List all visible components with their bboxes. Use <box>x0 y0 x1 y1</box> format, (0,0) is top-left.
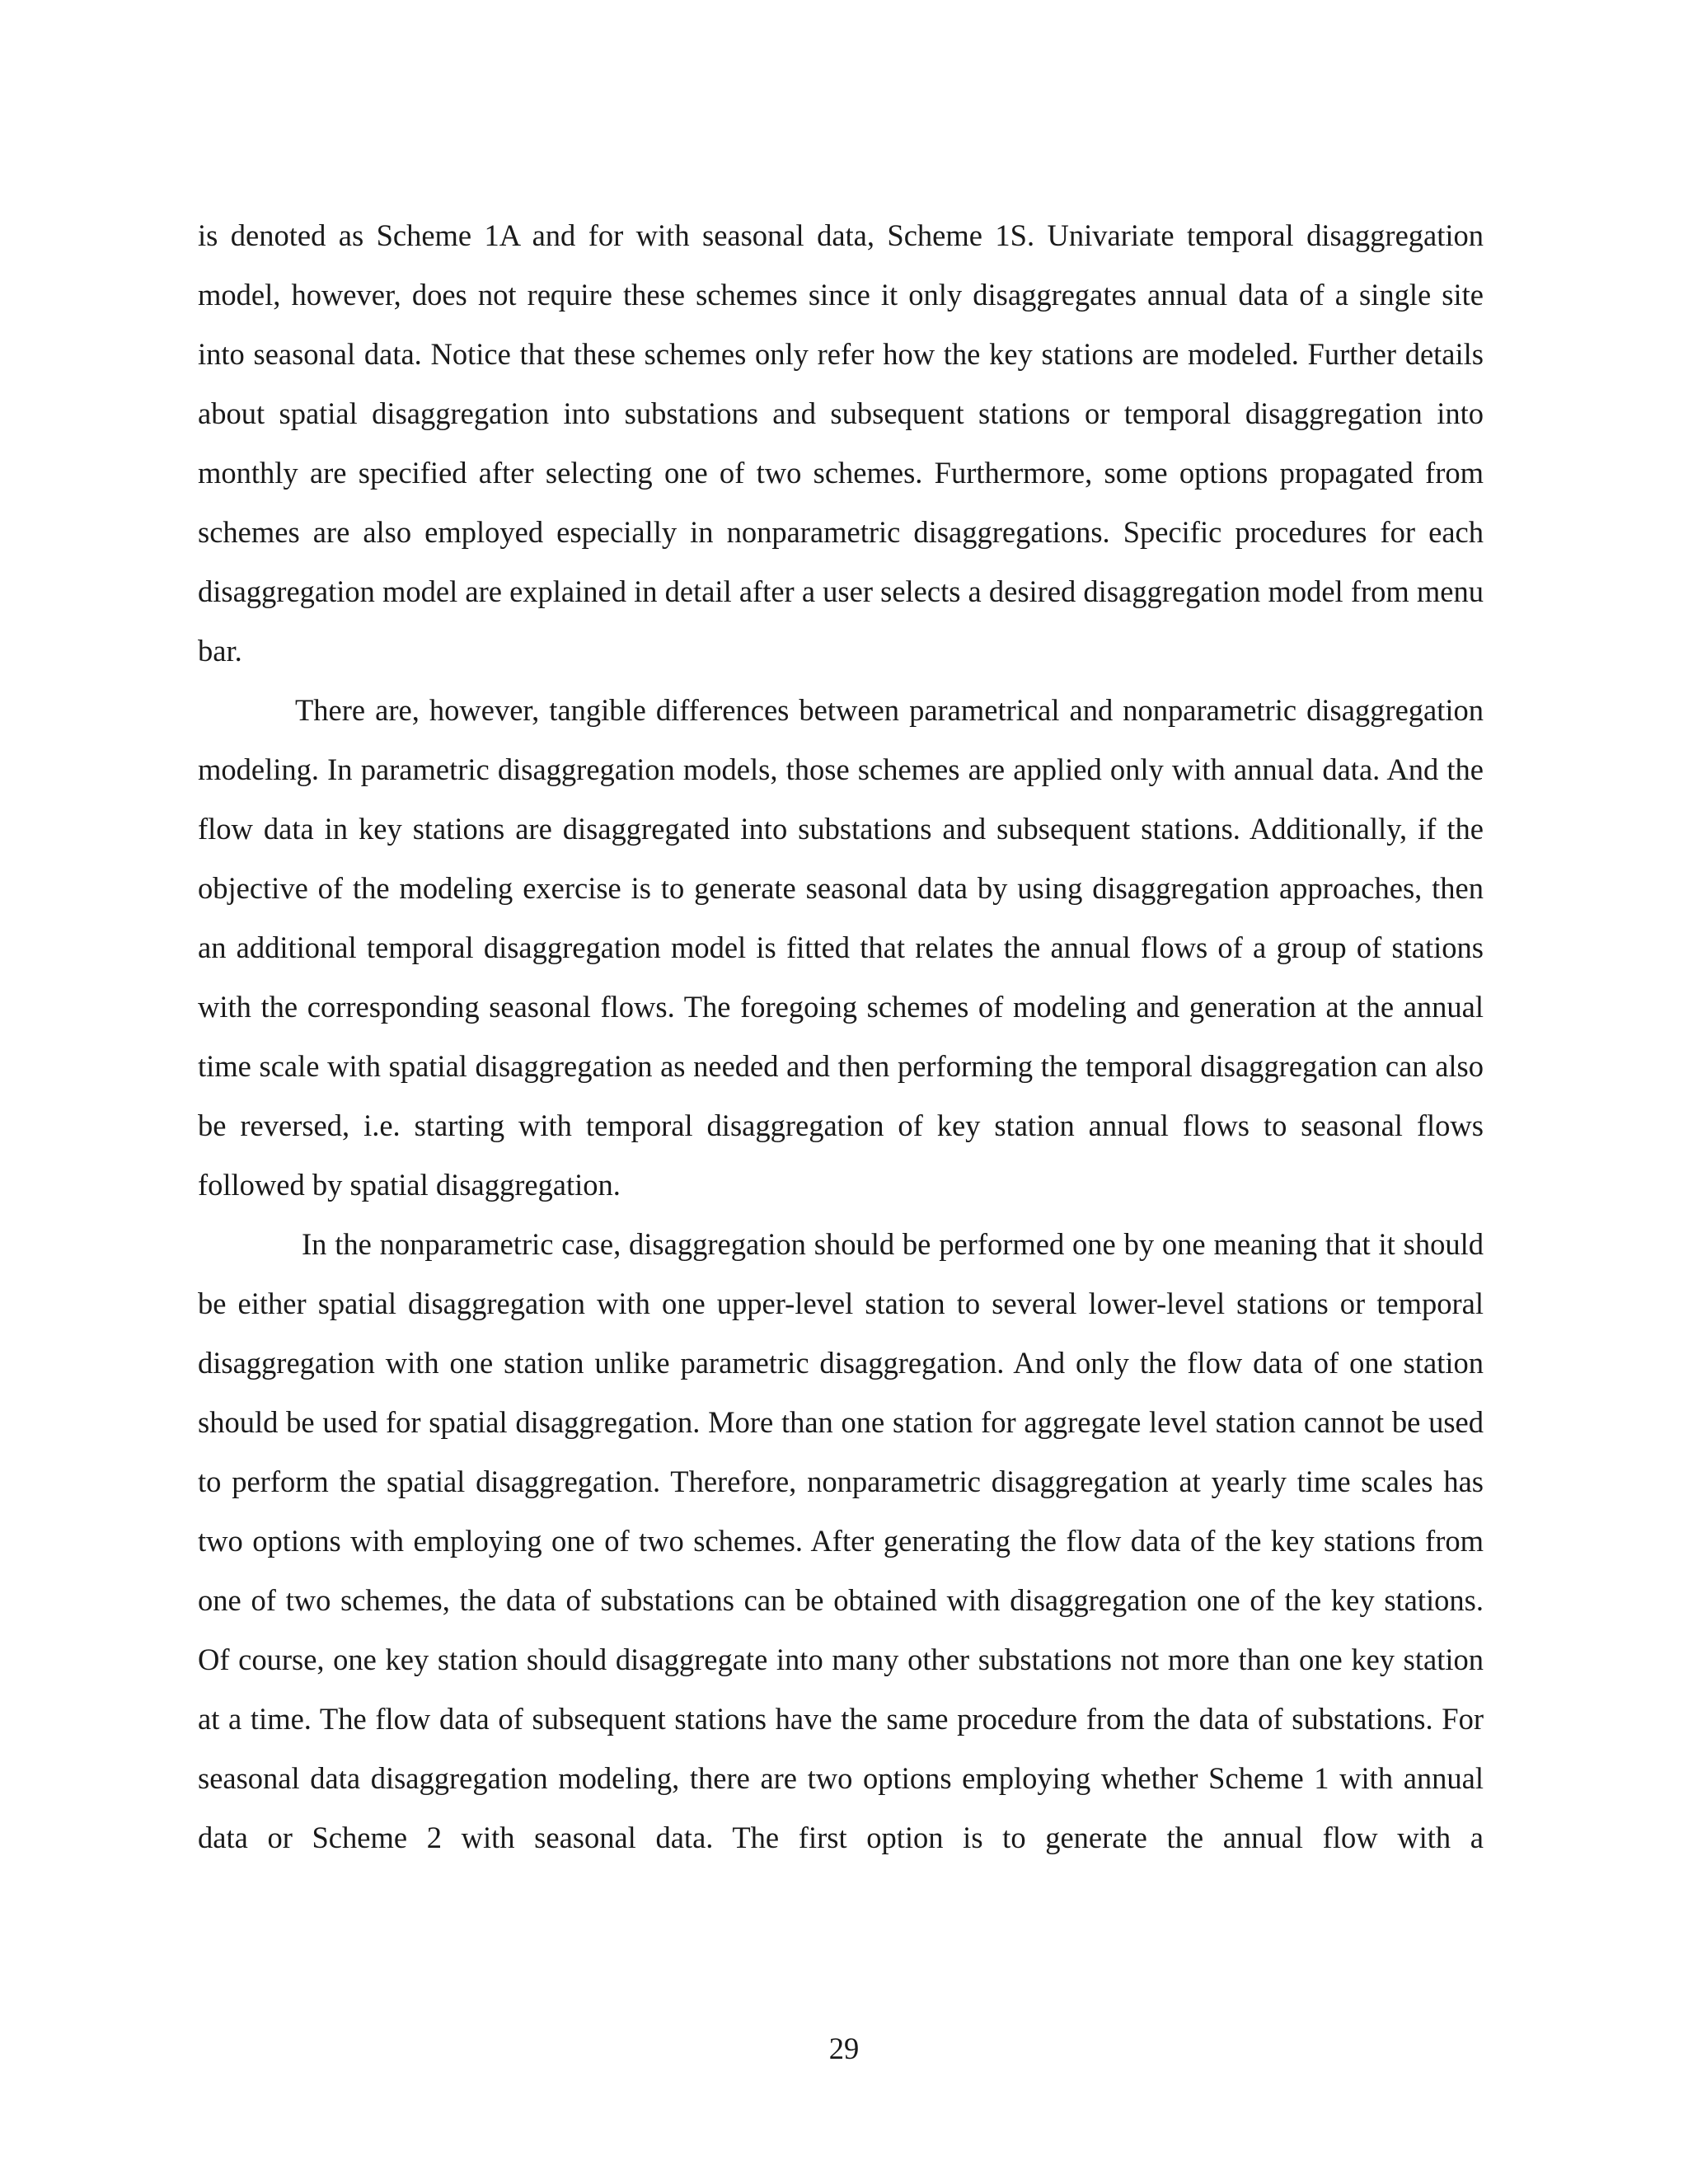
paragraph-parametric-differences: There are, however, tangible differences between parametrical and nonparametric disaggregation modeling. In parametric disaggregation models, those schemes are applied only with annual data. And the flow data in key stations are disaggregated into substations and subsequent stations. Additionally, if the objective of the modeling exercise is to generate seasonal data by using disaggregation approaches, then an additional temporal disaggregation model is fitted that relates the annual flows of a group of stations with the corresponding seasonal flows. The foregoing schemes of modeling and generation at the annual time scale with spatial disaggregation as needed and then performing the temporal disaggregation can also be reversed, i.e. starting with temporal disaggregation of key station annual flows to seasonal flows followed by spatial disaggregation. <box>198 693 1484 1202</box>
page-number: 29 <box>828 2032 860 2065</box>
body-text <box>198 206 1484 1868</box>
paragraph-nonparametric-case: In the nonparametric case, disaggregation should be performed one by one meaning that it should be either spatial disaggregation with one upper-level station to several lower-level stations or temporal disaggregation with one station unlike parametric disaggregation. And only the flow data of one station should be used for spatial disaggregation. More than one station for aggregate level station cannot be used to perform the spatial disaggregation. Therefore, nonparametric disaggregation at yearly time scales has two options with employing one of two schemes. After generating the flow data of the key stations from one of two schemes, the data of substations can be obtained with disaggregation one of the key stations. Of course, one key station should disaggregate into many other substations not more than one key station at a time. The flow data of subsequent stations have the same procedure from the data of substations. For seasonal data disaggregation modeling, there are two options employing whether Scheme 1 with annual data or Scheme 2 with seasonal data. The first option is to generate the annual flow with a <box>198 1227 1484 1854</box>
paragraph-continuation: is denoted as Scheme 1A and for with seasonal data, Scheme 1S. Univariate temporal disaggregation model, however, does not require these schemes since it only disaggregates annual data of a single site into seasonal data. Notice that these schemes only refer how the key stations are modeled. Further details about spatial disaggregation into substations and subsequent stations or temporal disaggregation into monthly are specified after selecting one of two schemes. Furthermore, some options propagated from schemes are also employed especially in nonparametric disaggregations. Specific procedures for each disaggregation model are explained in detail after a user selects a desired disaggregation model from menu bar. <box>198 218 1484 668</box>
